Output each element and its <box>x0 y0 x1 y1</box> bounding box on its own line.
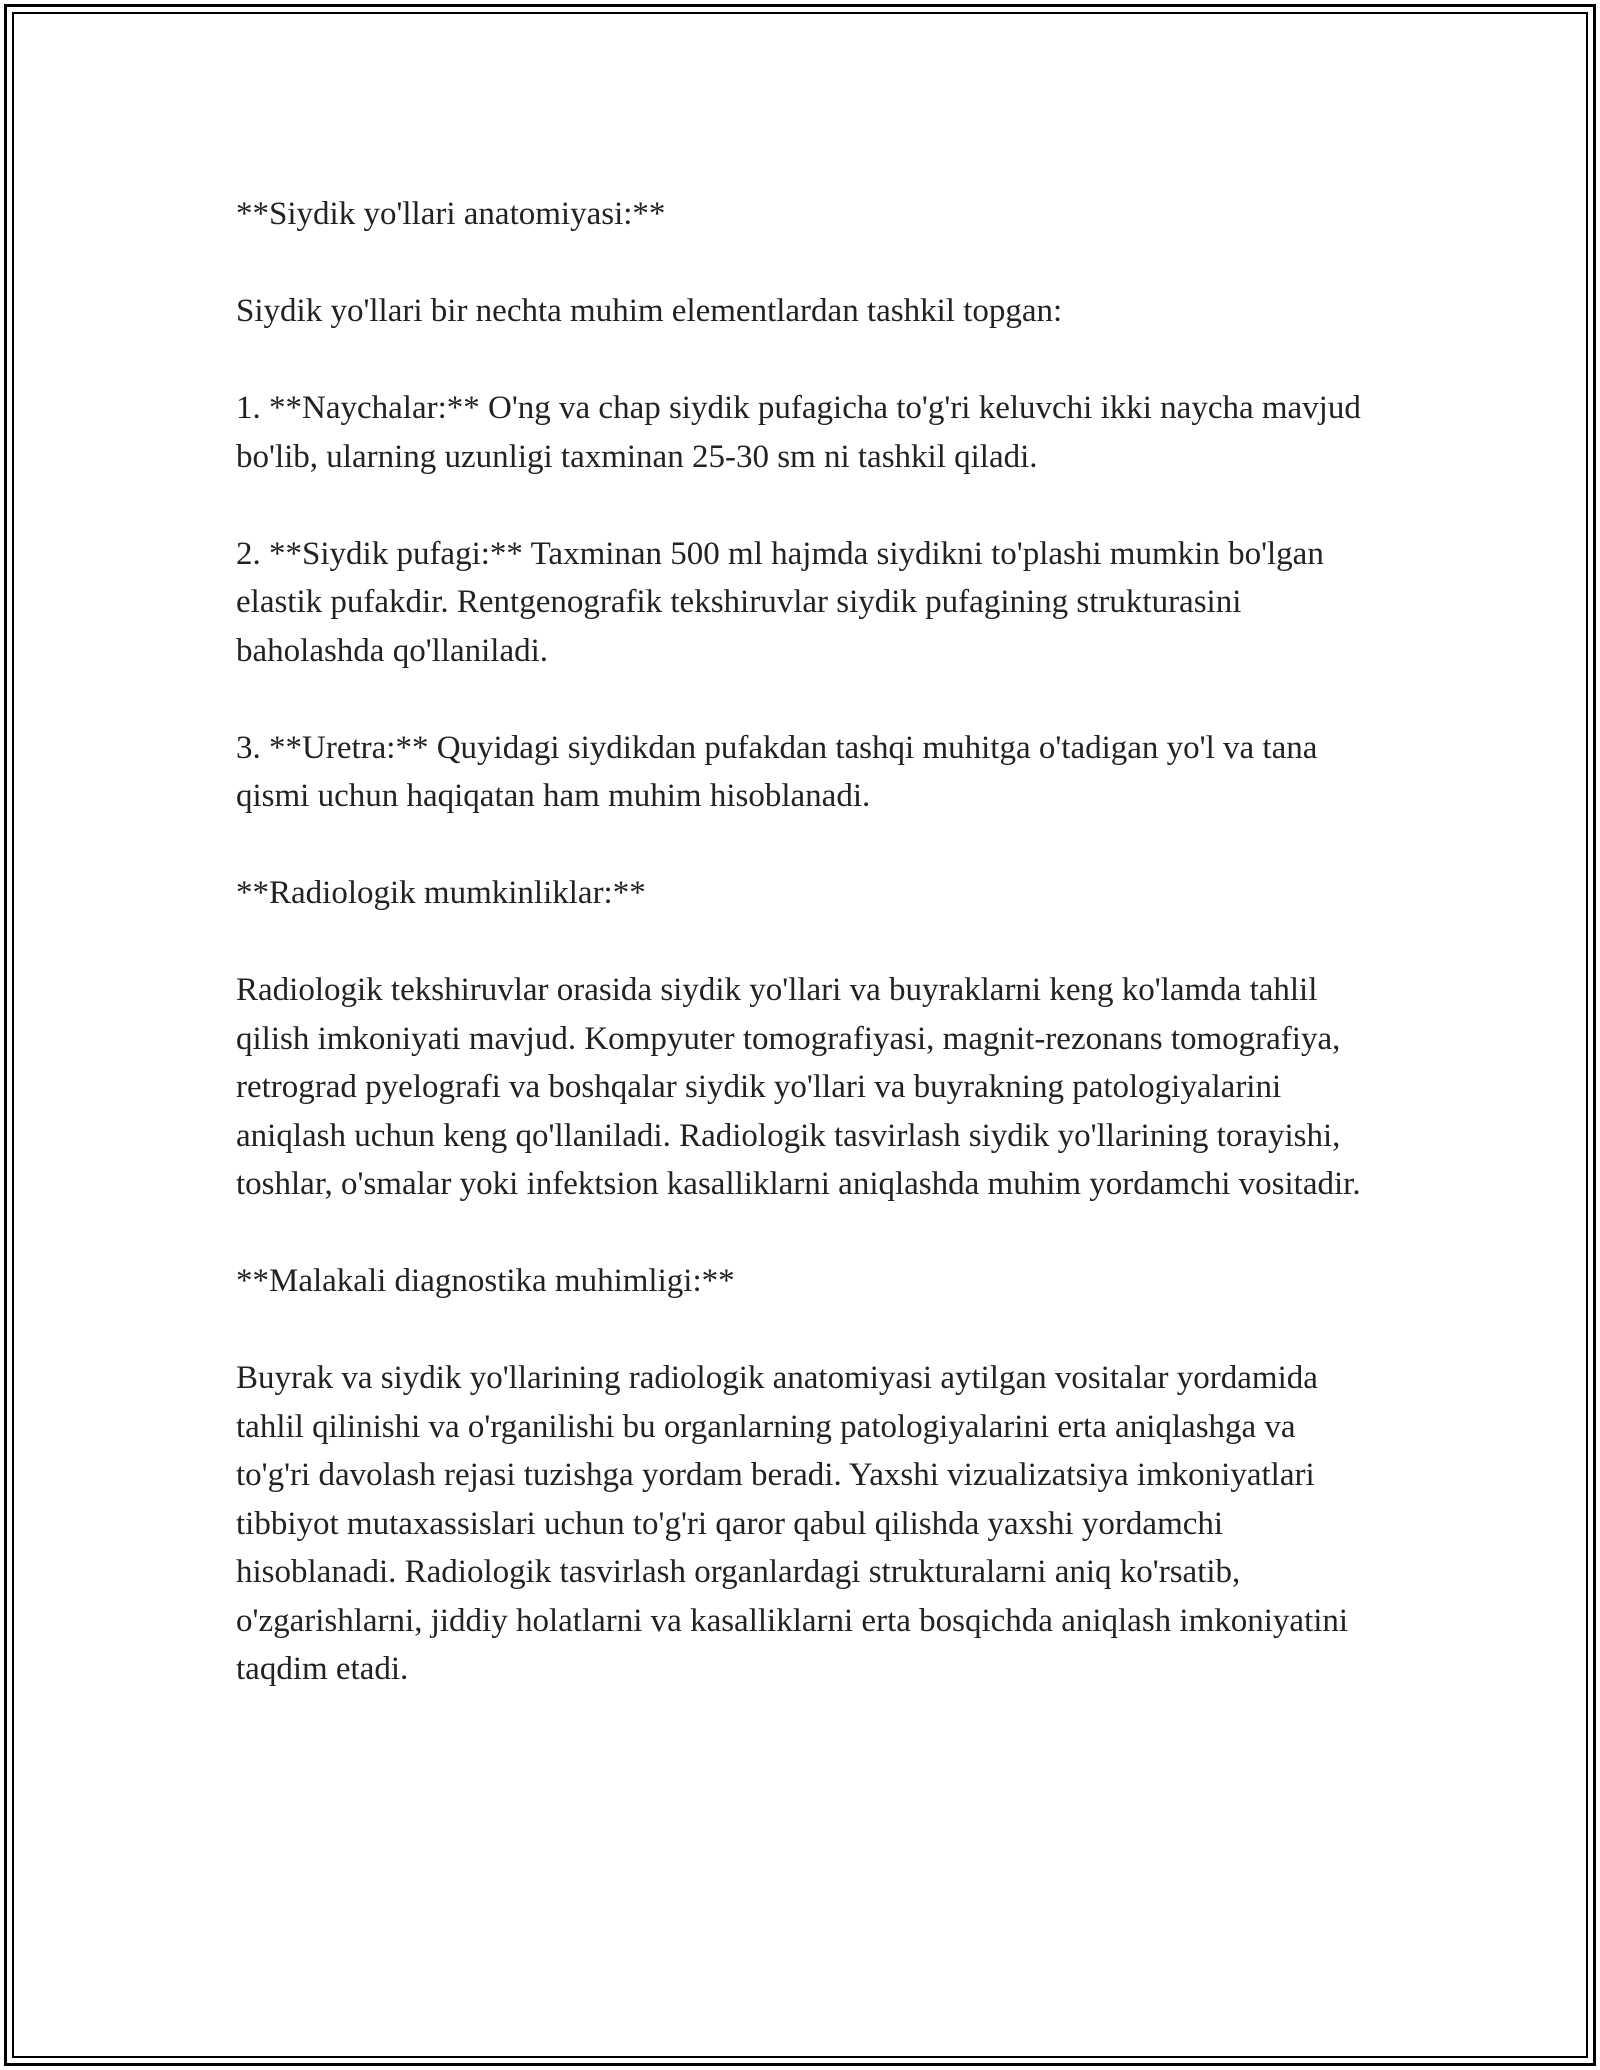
heading-anatomy: **Siydik yo'llari anatomiyasi:** <box>236 196 666 232</box>
list-item-siydik-pufagi: 2. **Siydik pufagi:** Taxminan 500 ml hajmda siydikni to'plashi mumkin bo'lgan elastik pufakdir. Rentgenografik tekshiruvlar siydik pufagining strukturasini baholashda qo'llaniladi. <box>236 535 1324 669</box>
list-item-naychalar: 1. **Naychalar:** O'ng va chap siydik pufagicha to'g'ri keluvchi ikki naycha mavjud bo'lib, ularning uzunligi taxminan 25-30 sm ni tashkil qiladi. <box>236 390 1361 475</box>
list-item-uretra: 3. **Uretra:** Quyidagi siydikdan pufakdan tashqi muhitga o'tadigan yo'l va tana qismi uchun haqiqatan ham muhim hisoblanadi. <box>236 729 1318 814</box>
intro-paragraph: Siydik yo'llari bir nechta muhim elementlardan tashkil topgan: <box>236 293 1063 329</box>
heading-diagnostics: **Malakali diagnostika muhimligi:** <box>236 1263 735 1299</box>
diagnostics-paragraph: Buyrak va siydik yo'llarining radiologik anatomiyasi aytilgan vositalar yordamida tahlil qilinishi va o'rganilishi bu organlarning patologiyalarini erta aniqlashga va to'g'ri davolash rejasi tuzishga yordam beradi. Yaxshi vizualizatsiya imkoniyatlari tibbiyot mutaxassislari uchun to'g'ri qaror qabul qilishda yaxshi yordamchi hisoblanadi. Radiologik tasvirlash organlardagi strukturalarni aniq ko'rsatib, o'zgarishlarni, jiddiy holatlarni va kasalliklarni erta bosqichda aniqlash imkoniyatini taqdim etadi. <box>236 1360 1349 1687</box>
radiology-paragraph: Radiologik tekshiruvlar orasida siydik yo'llari va buyraklarni keng ko'lamda tahlil qilish imkoniyati mavjud. Kompyuter tomografiyasi, magnit-rezonans tomografiya, retrograd pyelografi va boshqalar siydik yo'llari va buyrakning patologiyalarini aniqlash uchun keng qo'llaniladi. Radiologik tasvirlash siydik yo'llarining torayishi, toshlar, o'smalar yoki infektsion kasalliklarni aniqlashda muhim yordamchi vositadir. <box>236 972 1361 1202</box>
document-body <box>236 190 1376 1742</box>
heading-radiology: **Radiologik mumkinliklar:** <box>236 875 646 911</box>
